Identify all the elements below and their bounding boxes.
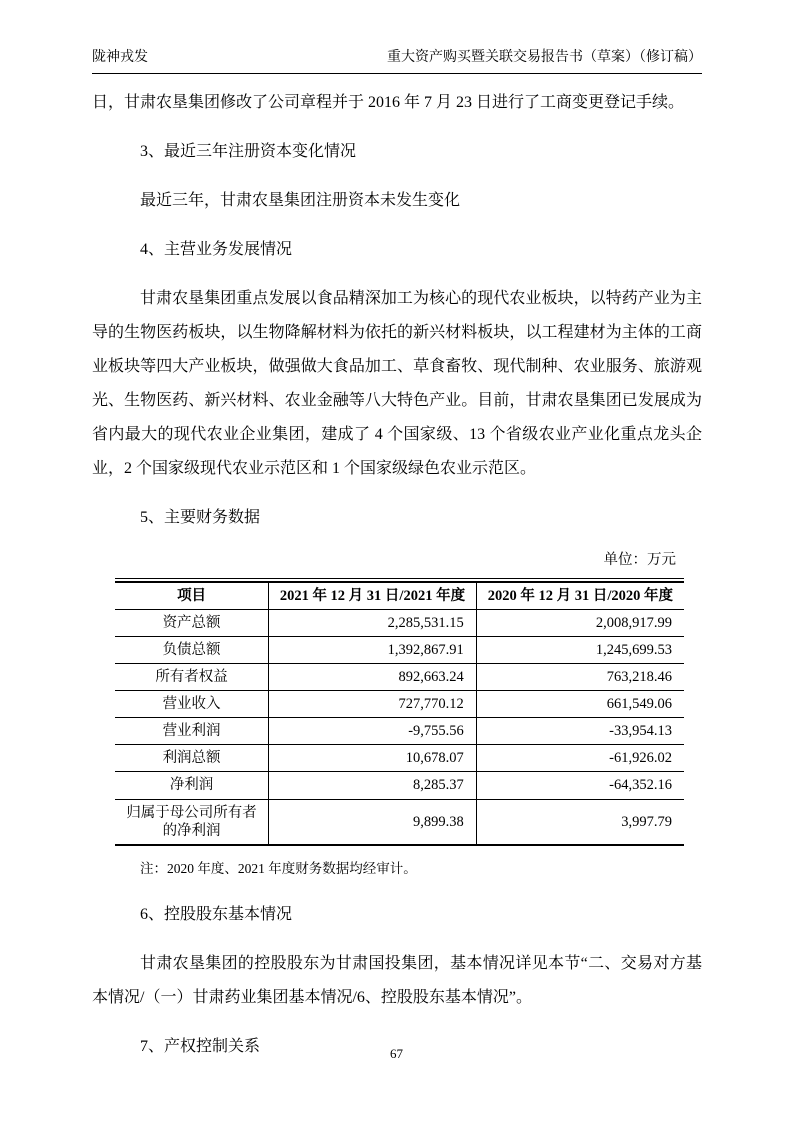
row-item-label: 营业收入 [115, 691, 269, 718]
paragraph-section-4: 甘肃农垦集团重点发展以食品精深加工为核心的现代农业板块，以特药产业为主导的生物医药板块，以生物降解材料为依托的新兴材料板块，以工程建材为主体的工商业板块等四大产业板块，做强做大食品加工、草食畜牧、现代制种、农业服务、旅游观光、生物医药、新兴材料、农业金融等八大特色产业。目前，甘肃农垦集团已发展成为省内最大的现代农业企业集团，建成了 4 个国家级、13 个省级农业产业化重点龙头企业，2 个国家级现代农业示范区和 1 个国家级绿色农业示范区。 [92, 290, 702, 477]
table-unit-label: 单位：万元 [603, 552, 676, 568]
section-heading-7: 7、产权控制关系 [140, 1037, 261, 1055]
paragraph-carryover: 日，甘肃农垦集团修改了公司章程并于 2016 年 7 月 23 日进行了工商变更登记手续。 [92, 94, 685, 111]
table-header-2021: 2021 年 12 月 31 日/2021 年度 [269, 582, 477, 610]
row-value-2021: 1,392,867.91 [269, 636, 477, 663]
row-value-2020: 763,218.46 [476, 663, 684, 690]
paragraph-section-3: 最近三年，甘肃农垦集团注册资本未发生变化 [140, 192, 461, 209]
row-value-2020: 3,997.79 [476, 799, 684, 845]
page-content [92, 74, 702, 1064]
row-item-label: 归属于母公司所有者的净利润 [115, 799, 269, 845]
row-value-2021: 9,899.38 [269, 799, 477, 845]
row-value-2021: 727,770.12 [269, 691, 477, 718]
table-header-row [115, 582, 684, 610]
financial-data-table [115, 578, 684, 846]
table-row [115, 772, 684, 799]
row-value-2021: 8,285.37 [269, 772, 477, 799]
running-header [92, 46, 702, 74]
row-item-label: 资产总额 [115, 609, 269, 636]
table-header-2020: 2020 年 12 月 31 日/2020 年度 [476, 582, 684, 610]
section-heading-4: 4、主营业务发展情况 [140, 241, 293, 258]
row-value-2020: -33,954.13 [476, 718, 684, 745]
row-value-2021: 892,663.24 [269, 663, 477, 690]
header-company-name: 陇神戎发 [92, 50, 148, 65]
table-row [115, 609, 684, 636]
page-number: 67 [390, 1046, 403, 1061]
table-row [115, 663, 684, 690]
table-row [115, 636, 684, 663]
row-value-2020: -61,926.02 [476, 745, 684, 772]
table-row [115, 745, 684, 772]
row-value-2020: 2,008,917.99 [595, 614, 672, 631]
section-heading-5: 5、主要财务数据 [140, 509, 261, 526]
row-item-label: 负债总额 [115, 636, 269, 663]
row-value-2020: 1,245,699.53 [476, 636, 684, 663]
paragraph-section-6: 甘肃农垦集团的控股股东为甘肃国投集团，基本情况详见本节“二、交易对方基本情况/（一）甘肃药业集团基本情况/6、控股股东基本情况”。 [92, 954, 702, 1006]
table-row [115, 718, 684, 745]
row-item-label: 所有者权益 [115, 663, 269, 690]
row-value-2021: 10,678.07 [269, 745, 477, 772]
header-document-title: 重大资产购买暨关联交易报告书（草案）（修订稿） [387, 50, 702, 65]
table-audit-note: 注：2020 年度、2021 年度财务数据均经审计。 [140, 860, 417, 876]
row-value-2020: 661,549.06 [476, 691, 684, 718]
table-row [115, 691, 684, 718]
section-heading-6: 6、控股股东基本情况 [140, 905, 293, 923]
row-item-label: 利润总额 [115, 745, 269, 772]
row-item-label: 净利润 [115, 772, 269, 799]
row-item-label: 营业利润 [115, 718, 269, 745]
row-value-2020: -64,352.16 [476, 772, 684, 799]
table-header-item: 项目 [115, 582, 269, 610]
row-value-2021: -9,755.56 [269, 718, 477, 745]
table-row [115, 799, 684, 845]
row-value-2021: 2,285,531.15 [269, 609, 477, 636]
section-heading-3: 3、最近三年注册资本变化情况 [140, 143, 357, 160]
